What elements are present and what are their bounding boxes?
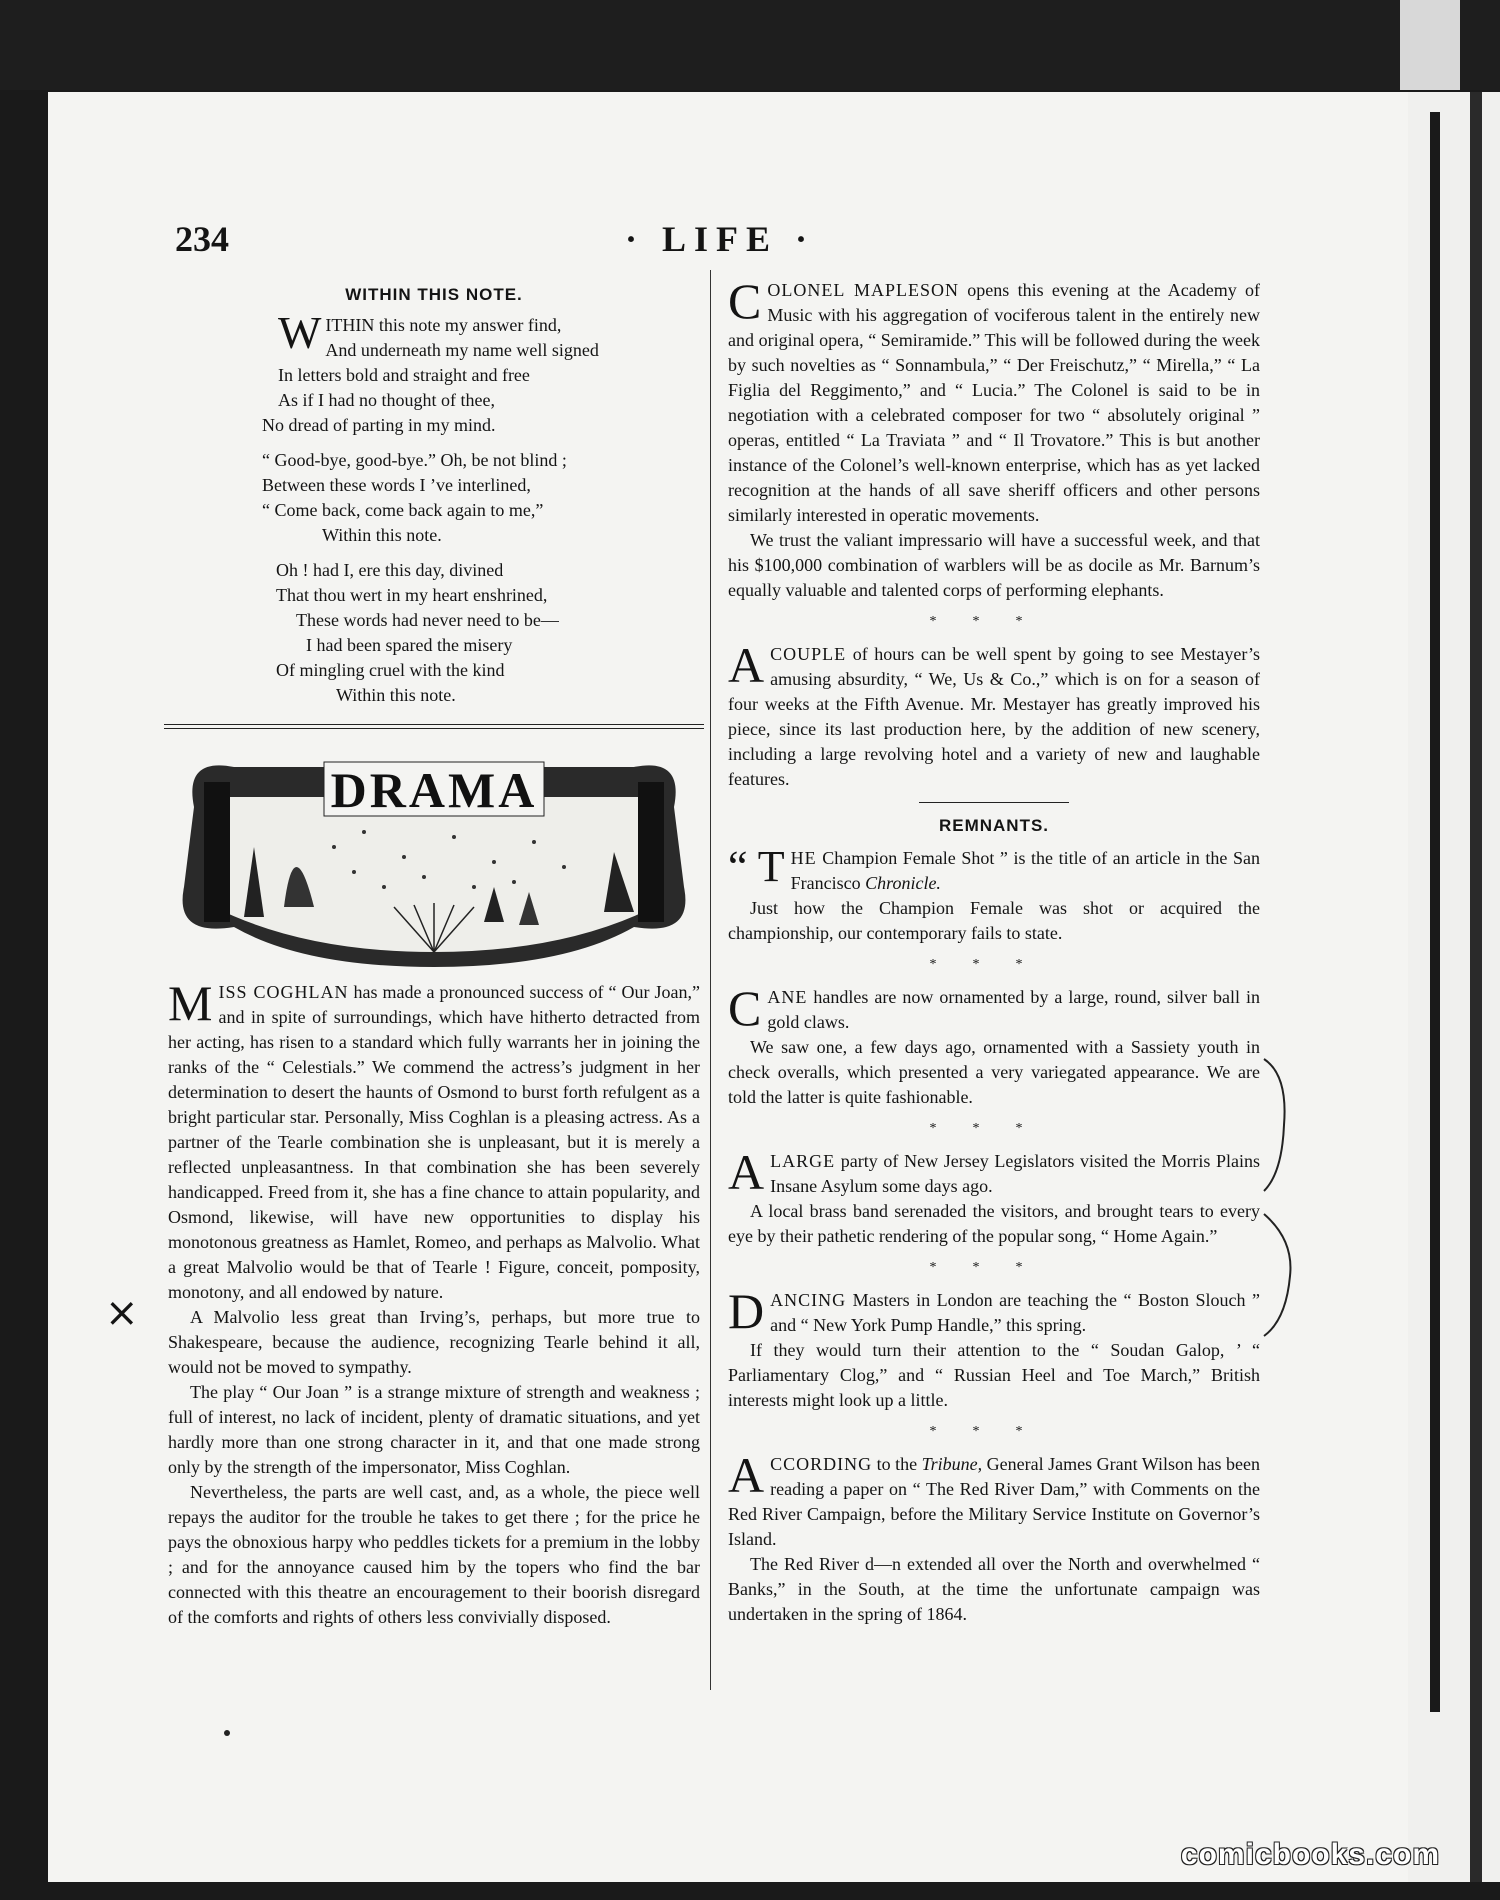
paragraph: DANCING Masters in London are teaching the “ Boston Slouch ” and “ New York Pump Handle,” this spring. — [728, 1283, 1260, 1339]
drama-banner-illustration — [164, 737, 704, 967]
page-right-edge — [1408, 92, 1500, 1882]
poem-line: Within this note. — [336, 685, 456, 705]
poem-line: “ Good-bye, good-bye.” Oh, be not blind ; — [262, 450, 567, 470]
section-stars: *** — [929, 957, 1059, 972]
mestayer-item — [728, 637, 1260, 792]
paragraph: The play “ Our Joan ” is a strange mixture of strength and weakness ; full of interest, no lack of incident, plenty of dramatic situations, and yet hardly more than one strong character in it, and that one made strong only by the strength of the impersonator, Miss Coghlan. — [168, 1382, 700, 1477]
scan-top-band — [0, 0, 1500, 90]
pencil-bracket — [1262, 1055, 1292, 1195]
cane-item — [728, 980, 1260, 1110]
paragraph: “ T HE Champion Female Shot ” is the title of an article in the San Francisco Chronicle. — [728, 842, 1260, 893]
drop-cap: “ T — [728, 842, 785, 891]
dancing-item — [728, 1283, 1260, 1413]
short-rule — [919, 802, 1069, 803]
poem-line: That thou wert in my heart enshrined, — [276, 585, 548, 605]
drop-cap: D — [728, 1283, 765, 1339]
section-stars: *** — [929, 1424, 1059, 1439]
ink-dot — [224, 1730, 230, 1736]
pencil-bracket — [1262, 1210, 1298, 1340]
poem-line: Between these words I ’ve interlined, — [262, 475, 531, 495]
running-head: · LIFE · — [624, 219, 816, 259]
double-rule — [164, 724, 704, 729]
poem-line: Of mingling cruel with the kind — [276, 660, 505, 680]
poem-line: Within this note. — [322, 525, 442, 545]
drop-cap: W — [278, 307, 322, 358]
page-number: 234 — [175, 219, 229, 259]
paragraph: The Red River d—n extended all over the North and overwhelmed “ Banks,” in the South, at the time the unfortunate campaign was undertaken in the spring of 1864. — [728, 1554, 1260, 1624]
paragraph: MISS COGHLAN has made a pronounced success of “ Our Joan,” and in spite of surroundings, which have hitherto detracted from her acting, has risen to a standard which fully warrants her in joining the ranks of the “ Celestials.” We commend the actress’s judgment in her determination to desert the haunts of Osmond to burst forth refulgent as a bright particular star. Personally, Miss Coghlan is a pleasing actress. As a partner of the Tearle combination she is unpleasant, but it is merely a reflected unpleasantness. In that combination she has been severely handicapped. Freed from it, she has a fine chance to attain popularity, and Osmond, likewise, will have new opportunities to display his monotonous greatness as Hamlet, Romeo, and perhaps as Malvolio. What a great Malvolio would be that of Tearle ! Figure, conceit, pomposity, monotony, and all endowed by nature. — [168, 975, 700, 1302]
edge-rule — [1430, 112, 1440, 1712]
poem-line: I had been spared the misery — [306, 635, 513, 655]
poem-line: No dread of parting in my mind. — [262, 415, 496, 435]
paragraph: A LARGE party of New Jersey Legislators visited the Morris Plains Insane Asylum some days ago. — [728, 1144, 1260, 1200]
drop-cap: A — [728, 1447, 765, 1503]
column-divider — [710, 270, 711, 1690]
poem-title: WITHIN THIS NOTE. — [345, 285, 523, 304]
paragraph: ACCORDING to the Tribune, General James Grant Wilson has been reading a paper on “ The Red River Dam,” with Comments on the Red River Campaign, before the Military Service Institute on Governor’s Island. — [728, 1447, 1260, 1549]
drop-cap: A — [728, 1144, 765, 1200]
poem-stanza-3 — [276, 558, 700, 708]
remnants-heading: REMNANTS. — [938, 816, 1050, 835]
right-column — [728, 273, 1260, 1629]
poem-line: These words had never need to be— — [296, 610, 559, 630]
poem-line: And underneath my name well signed — [325, 340, 599, 360]
banner-title: DRAMA — [330, 762, 538, 818]
poem-line: WITHIN this note my answer find, — [278, 307, 562, 358]
edge-strip — [1470, 92, 1482, 1882]
paragraph: If they would turn their attention to the “ Soudan Galop, ’ “ Parliamentary Clog,” and “ Russian Heel and Toe March,” British interests might look up a little. — [728, 1340, 1260, 1410]
margin-x-mark: × — [105, 1290, 139, 1336]
drop-cap: M — [168, 975, 213, 1031]
paragraph: Just how the Champion Female was shot or acquired the championship, our contemporary fails to state. — [728, 898, 1260, 943]
champion-item — [728, 842, 1260, 946]
poem-line: Oh ! had I, ere this day, divined — [276, 560, 504, 580]
poem-line: In letters bold and straight and free — [278, 365, 530, 385]
drama-article — [168, 975, 700, 1630]
scan-top-tab — [1400, 0, 1460, 90]
poem-stanza-1 — [262, 307, 700, 438]
mapleson-item — [728, 273, 1260, 603]
drop-cap: A — [728, 637, 765, 693]
paragraph: We saw one, a few days ago, ornamented with a Sassiety youth in check overalls, which presented a very variegated appearance. We are told the latter is quite fashionable. — [728, 1037, 1260, 1107]
paragraph: Nevertheless, the parts are well cast, and, as a whole, the piece well repays the auditor for the trouble he takes to get there ; for the price he pays the obnoxious harpy who peddles tickets for a premium in the lobby ; and for the annoyance caused him by the topers who find the bar connected with this theatre an encouragement to their boorish disregard of the comforts and rights of others less convivially disposed. — [168, 1482, 700, 1627]
section-stars: *** — [929, 1121, 1059, 1136]
poem-line: As if I had no thought of thee, — [278, 390, 495, 410]
paragraph: A COUPLE of hours can be well spent by going to see Mestayer’s amusing absurdity, “ We, Us & Co.,” which is on for a season of four weeks at the Fifth Avenue. Mr. Mestayer has greatly improved his piece, since its last production here, by the addition of new scenery, including a large revolving hotel and a variety of new and laughable features. — [728, 637, 1260, 789]
poem-line: “ Come back, come back again to me,” — [262, 500, 544, 520]
section-stars: *** — [929, 614, 1059, 629]
paragraph: A local brass band serenaded the visitors, and brought tears to every eye by their pathetic rendering of the popular song, “ Home Again.” — [728, 1201, 1260, 1246]
poem-stanza-2 — [262, 448, 700, 548]
paragraph: CANE handles are now ornamented by a large, round, silver ball in gold claws. — [728, 980, 1260, 1036]
paragraph: We trust the valiant impressario will have a successful week, and that his $100,000 combination of warblers will be as docile as Mr. Barnum’s equally valuable and talented corps of performing elephants. — [728, 530, 1260, 600]
tribune-item — [728, 1447, 1260, 1627]
drop-cap: C — [728, 273, 762, 329]
drop-cap: C — [728, 980, 762, 1036]
legislators-item — [728, 1144, 1260, 1249]
left-column — [168, 278, 700, 1632]
section-stars: *** — [929, 1260, 1059, 1275]
watermark: comicbooks.com — [1180, 1838, 1440, 1871]
paragraph: A Malvolio less great than Irving’s, perhaps, but more true to Shakespeare, because the audience, recognizing Tearle behind it all, would not be moved to sympathy. — [168, 1307, 700, 1377]
paragraph: COLONEL MAPLESON opens this evening at the Academy of Music with his aggregation of vociferous talent in the entirely new and original opera, “ Semiramide.” This will be followed during the week by such novelties as “ Sonnambula,” “ Der Freischutz,” “ Mirella,” “ La Figlia del Reggimento,” and “ Lucia.” The Colonel is said to be in negotiation with a celebrated composer for two “ absolutely original ” operas, entitled “ La Traviata ” and “ Il Trovatore.” This is but another instance of the Colonel’s well-known enterprise, which has as yet lacked recognition at the hands of all save sheriff officers and other persons similarly interested in operatic movements. — [728, 273, 1260, 525]
